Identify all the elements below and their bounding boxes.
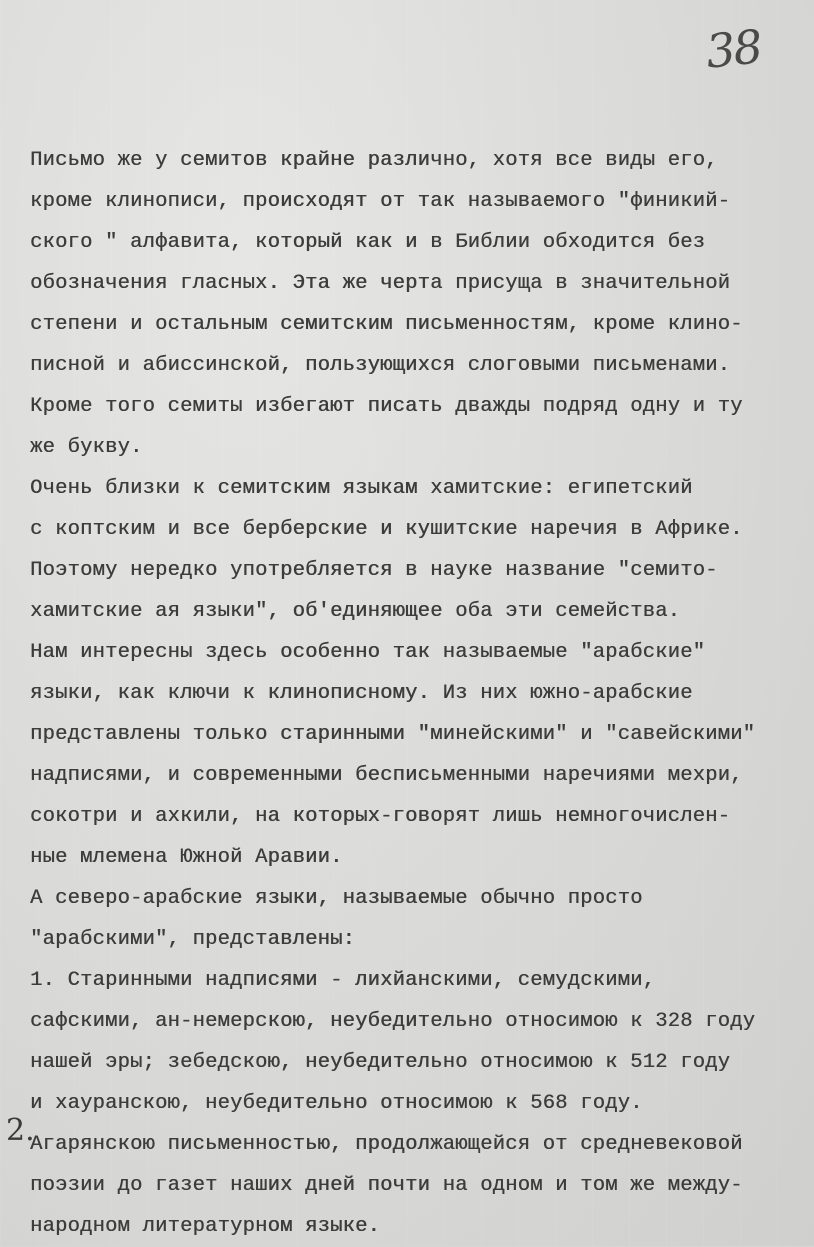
text-line: представлены только старинными "минейскими" и "савейскими" [30,723,756,746]
text-line: народном литературном языке. [30,1215,381,1238]
text-line: поэзии до газет наших дней почти на одном и том же между- [30,1174,743,1197]
text-line: Нам интересны здесь особенно так называемые "арабские" [30,641,706,664]
text-line: ского " алфавита, который как и в Библии обходится без [30,231,706,254]
text-line: ные млемена Южной Аравии. [30,846,343,869]
text-line: А северо-арабские языки, называемые обычно просто [30,887,643,910]
text-line: писной и абиссинской, пользующихся слоговыми письменами. [30,354,731,377]
text-line: Поэтому нередко употребляется в науке название "семито- [30,559,718,582]
text-line: Письмо же у семитов крайне различно, хотя все виды его, [30,149,718,172]
page-number: 38 [703,19,764,79]
text-line: Агарянскою письменностью, продолжающейся от средневековой [30,1133,743,1156]
handwritten-list-number: 2. [6,1113,35,1148]
text-line: 1. Старинными надписями - лихйанскими, семудскими, [30,969,656,992]
text-line: кроме клинописи, происходят от так называемого "финикий- [30,190,731,213]
text-line: языки, как ключи к клинописному. Из них южно-арабские [30,682,693,705]
text-line: обозначения гласных. Эта же черта присуща в значительной [30,272,731,295]
text-line: сафскими, ан-немерскою, неубедительно относимою к 328 году [30,1010,756,1033]
text-line: сокотри и ахкили, на которых-говорят лишь немногочислен- [30,805,731,828]
text-line: же букву. [30,436,143,459]
body-text [30,140,810,1247]
text-line: нашей эры; зебедскою, неубедительно относимою к 512 году [30,1051,731,1074]
text-line: хамитские ая языки", об'единяющее оба эти семейства. [30,600,681,623]
text-line: степени и остальным семитским письменностям, кроме клино- [30,313,743,336]
text-line: надписями, и современными бесписьменными наречиями мехри, [30,764,743,787]
text-line: Очень близки к семитским языкам хамитские: египетский [30,477,693,500]
text-line: "арабскими", представлены: [30,928,356,951]
text-line: и хауранскою, неубедительно относимою к 568 году. [30,1092,643,1115]
text-line: Кроме того семиты избегают писать дважды подряд одну и ту [30,395,743,418]
text-line: с коптским и все берберские и кушитские наречия в Африке. [30,518,743,541]
